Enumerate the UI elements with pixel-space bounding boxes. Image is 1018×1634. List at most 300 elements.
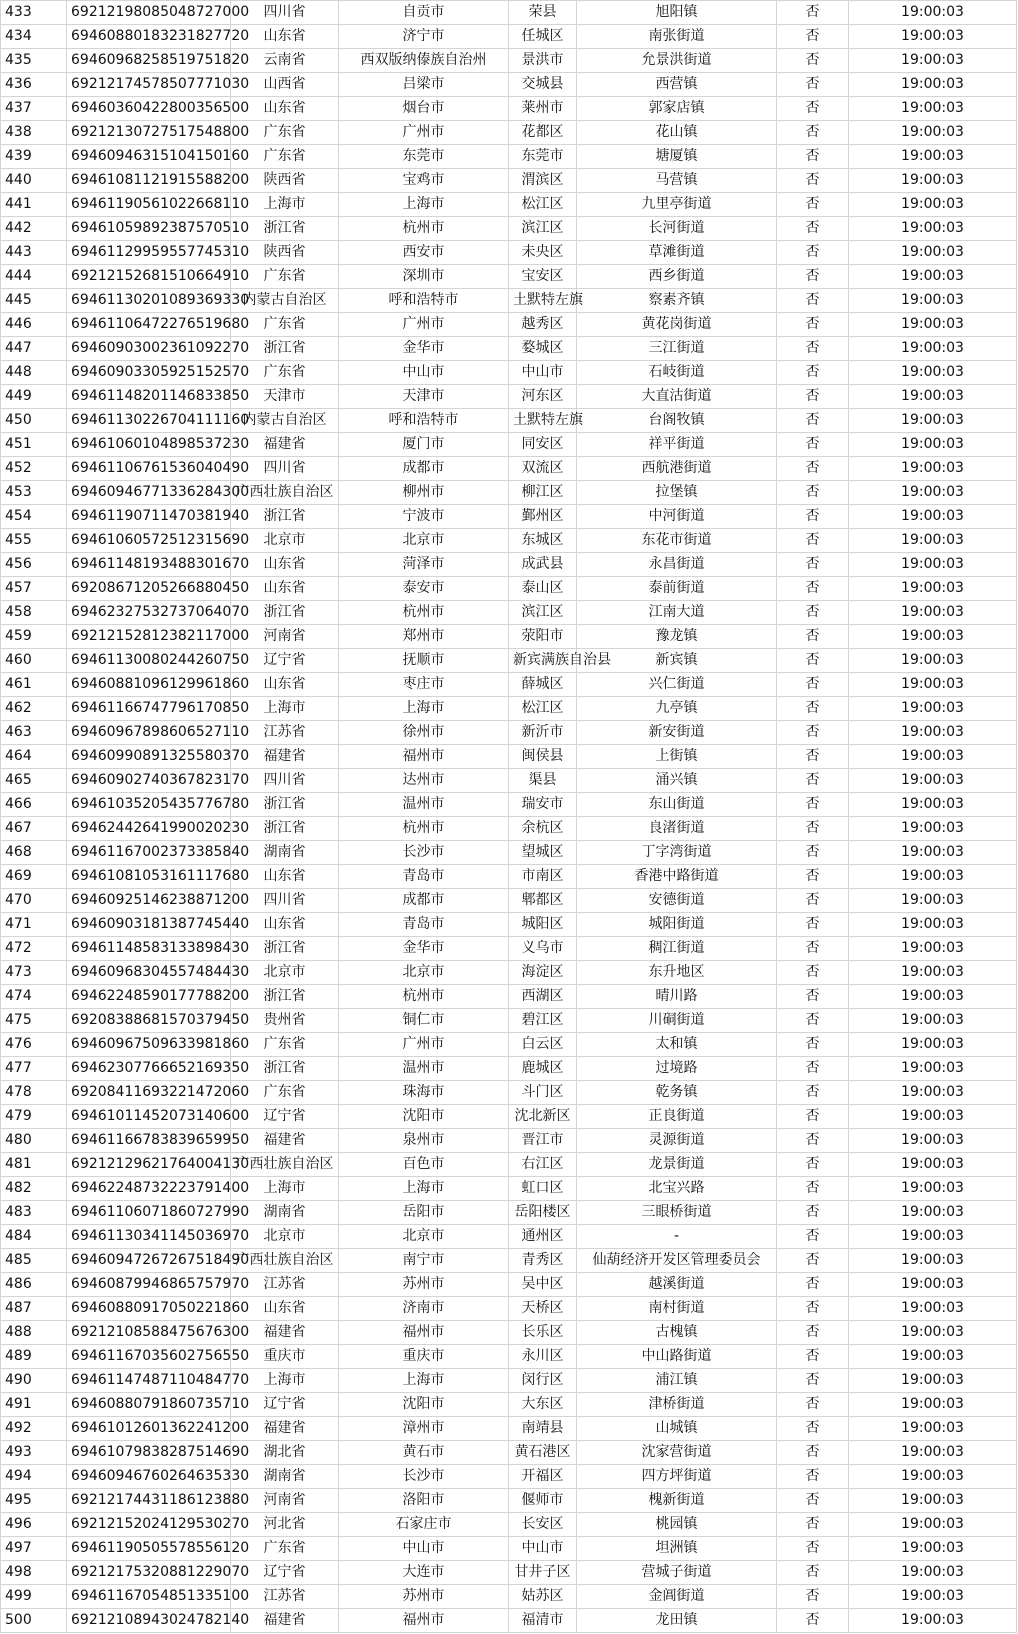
code-cell[interactable]: 69461130226704111160: [67, 409, 231, 433]
city-cell[interactable]: 上海市: [339, 1369, 509, 1393]
district-cell[interactable]: 鄞州区: [509, 505, 577, 529]
street-cell[interactable]: 中河街道: [577, 505, 777, 529]
province-cell[interactable]: 贵州省: [231, 1009, 339, 1033]
city-cell[interactable]: 北京市: [339, 961, 509, 985]
province-cell[interactable]: 福建省: [231, 745, 339, 769]
street-cell[interactable]: 灵源街道: [577, 1129, 777, 1153]
flag-cell[interactable]: 否: [777, 625, 849, 649]
district-cell[interactable]: 闽侯县: [509, 745, 577, 769]
street-cell[interactable]: 涌兴镇: [577, 769, 777, 793]
province-cell[interactable]: 辽宁省: [231, 1561, 339, 1585]
code-cell[interactable]: 69208388681570379450: [67, 1009, 231, 1033]
street-cell[interactable]: 良渚街道: [577, 817, 777, 841]
district-cell[interactable]: 土默特左旗: [509, 409, 577, 433]
code-cell[interactable]: 69461148193488301670: [67, 553, 231, 577]
flag-cell[interactable]: 否: [777, 481, 849, 505]
time-cell[interactable]: 19:00:03: [849, 601, 1017, 625]
flag-cell[interactable]: 否: [777, 721, 849, 745]
time-cell[interactable]: 19:00:03: [849, 1129, 1017, 1153]
district-cell[interactable]: 市南区: [509, 865, 577, 889]
city-cell[interactable]: 漳州市: [339, 1417, 509, 1441]
code-cell[interactable]: 69460946760264635330: [67, 1465, 231, 1489]
code-cell[interactable]: 69212108588475676300: [67, 1321, 231, 1345]
province-cell[interactable]: 山东省: [231, 913, 339, 937]
district-cell[interactable]: 双流区: [509, 457, 577, 481]
row-number-cell[interactable]: 497: [1, 1537, 67, 1561]
time-cell[interactable]: 19:00:03: [849, 985, 1017, 1009]
street-cell[interactable]: 三眼桥街道: [577, 1201, 777, 1225]
street-cell[interactable]: 浦江镇: [577, 1369, 777, 1393]
code-cell[interactable]: 69461106071860727990: [67, 1201, 231, 1225]
district-cell[interactable]: 岳阳楼区: [509, 1201, 577, 1225]
flag-cell[interactable]: 否: [777, 1345, 849, 1369]
row-number-cell[interactable]: 448: [1, 361, 67, 385]
district-cell[interactable]: 花都区: [509, 121, 577, 145]
row-number-cell[interactable]: 480: [1, 1129, 67, 1153]
province-cell[interactable]: 山东省: [231, 577, 339, 601]
city-cell[interactable]: 中山市: [339, 1537, 509, 1561]
code-cell[interactable]: 69212152812382117000: [67, 625, 231, 649]
city-cell[interactable]: 长沙市: [339, 1465, 509, 1489]
street-cell[interactable]: 草滩街道: [577, 241, 777, 265]
flag-cell[interactable]: 否: [777, 649, 849, 673]
code-cell[interactable]: 69460881096129961860: [67, 673, 231, 697]
row-number-cell[interactable]: 474: [1, 985, 67, 1009]
street-cell[interactable]: 东山街道: [577, 793, 777, 817]
row-number-cell[interactable]: 482: [1, 1177, 67, 1201]
flag-cell[interactable]: 否: [777, 961, 849, 985]
province-cell[interactable]: 广东省: [231, 1033, 339, 1057]
row-number-cell[interactable]: 469: [1, 865, 67, 889]
district-cell[interactable]: 松江区: [509, 697, 577, 721]
time-cell[interactable]: 19:00:03: [849, 649, 1017, 673]
row-number-cell[interactable]: 437: [1, 97, 67, 121]
city-cell[interactable]: 福州市: [339, 1321, 509, 1345]
row-number-cell[interactable]: 464: [1, 745, 67, 769]
flag-cell[interactable]: 否: [777, 73, 849, 97]
street-cell[interactable]: 长河街道: [577, 217, 777, 241]
province-cell[interactable]: 湖北省: [231, 1441, 339, 1465]
province-cell[interactable]: 广东省: [231, 313, 339, 337]
province-cell[interactable]: 浙江省: [231, 817, 339, 841]
street-cell[interactable]: 正良街道: [577, 1105, 777, 1129]
flag-cell[interactable]: 否: [777, 97, 849, 121]
time-cell[interactable]: 19:00:03: [849, 1, 1017, 25]
city-cell[interactable]: 济宁市: [339, 25, 509, 49]
row-number-cell[interactable]: 484: [1, 1225, 67, 1249]
city-cell[interactable]: 广州市: [339, 313, 509, 337]
city-cell[interactable]: 呼和浩特市: [339, 409, 509, 433]
flag-cell[interactable]: 否: [777, 1321, 849, 1345]
flag-cell[interactable]: 否: [777, 25, 849, 49]
province-cell[interactable]: 福建省: [231, 433, 339, 457]
district-cell[interactable]: 长安区: [509, 1513, 577, 1537]
district-cell[interactable]: 中山市: [509, 361, 577, 385]
province-cell[interactable]: 广东省: [231, 265, 339, 289]
code-cell[interactable]: 69461079838287514690: [67, 1441, 231, 1465]
time-cell[interactable]: 19:00:03: [849, 145, 1017, 169]
city-cell[interactable]: 西安市: [339, 241, 509, 265]
flag-cell[interactable]: 否: [777, 1609, 849, 1633]
flag-cell[interactable]: 否: [777, 337, 849, 361]
district-cell[interactable]: 宝安区: [509, 265, 577, 289]
code-cell[interactable]: 69461190561022668110: [67, 193, 231, 217]
row-number-cell[interactable]: 435: [1, 49, 67, 73]
flag-cell[interactable]: 否: [777, 1465, 849, 1489]
flag-cell[interactable]: 否: [777, 841, 849, 865]
time-cell[interactable]: 19:00:03: [849, 1057, 1017, 1081]
code-cell[interactable]: 69461190711470381940: [67, 505, 231, 529]
row-number-cell[interactable]: 439: [1, 145, 67, 169]
district-cell[interactable]: 沈北新区: [509, 1105, 577, 1129]
city-cell[interactable]: 金华市: [339, 937, 509, 961]
city-cell[interactable]: 中山市: [339, 361, 509, 385]
street-cell[interactable]: 丁字湾街道: [577, 841, 777, 865]
street-cell[interactable]: 西乡街道: [577, 265, 777, 289]
province-cell[interactable]: 浙江省: [231, 217, 339, 241]
flag-cell[interactable]: 否: [777, 1561, 849, 1585]
province-cell[interactable]: 广东省: [231, 121, 339, 145]
street-cell[interactable]: 晴川路: [577, 985, 777, 1009]
flag-cell[interactable]: 否: [777, 889, 849, 913]
city-cell[interactable]: 北京市: [339, 529, 509, 553]
street-cell[interactable]: 西航港街道: [577, 457, 777, 481]
flag-cell[interactable]: 否: [777, 1177, 849, 1201]
time-cell[interactable]: 19:00:03: [849, 1321, 1017, 1345]
district-cell[interactable]: 滨江区: [509, 217, 577, 241]
flag-cell[interactable]: 否: [777, 433, 849, 457]
flag-cell[interactable]: 否: [777, 217, 849, 241]
flag-cell[interactable]: 否: [777, 577, 849, 601]
code-cell[interactable]: 69461147487110484770: [67, 1369, 231, 1393]
street-cell[interactable]: 豫龙镇: [577, 625, 777, 649]
flag-cell[interactable]: 否: [777, 1009, 849, 1033]
district-cell[interactable]: 天桥区: [509, 1297, 577, 1321]
time-cell[interactable]: 19:00:03: [849, 529, 1017, 553]
district-cell[interactable]: 永川区: [509, 1345, 577, 1369]
time-cell[interactable]: 19:00:03: [849, 313, 1017, 337]
row-number-cell[interactable]: 445: [1, 289, 67, 313]
time-cell[interactable]: 19:00:03: [849, 1009, 1017, 1033]
district-cell[interactable]: 吴中区: [509, 1273, 577, 1297]
street-cell[interactable]: 台阁牧镇: [577, 409, 777, 433]
district-cell[interactable]: 交城县: [509, 73, 577, 97]
province-cell[interactable]: 江苏省: [231, 721, 339, 745]
street-cell[interactable]: 江南大道: [577, 601, 777, 625]
row-number-cell[interactable]: 473: [1, 961, 67, 985]
time-cell[interactable]: 19:00:03: [849, 1369, 1017, 1393]
code-cell[interactable]: 69461035205435776780: [67, 793, 231, 817]
city-cell[interactable]: 苏州市: [339, 1585, 509, 1609]
province-cell[interactable]: 北京市: [231, 529, 339, 553]
code-cell[interactable]: 69460967898606527110: [67, 721, 231, 745]
flag-cell[interactable]: 否: [777, 817, 849, 841]
time-cell[interactable]: 19:00:03: [849, 745, 1017, 769]
time-cell[interactable]: 19:00:03: [849, 1273, 1017, 1297]
code-cell[interactable]: 69461059892387570510: [67, 217, 231, 241]
district-cell[interactable]: 偃师市: [509, 1489, 577, 1513]
flag-cell[interactable]: 否: [777, 505, 849, 529]
row-number-cell[interactable]: 472: [1, 937, 67, 961]
district-cell[interactable]: 南靖县: [509, 1417, 577, 1441]
row-number-cell[interactable]: 456: [1, 553, 67, 577]
code-cell[interactable]: 69461166747796170850: [67, 697, 231, 721]
district-cell[interactable]: 义乌市: [509, 937, 577, 961]
row-number-cell[interactable]: 489: [1, 1345, 67, 1369]
street-cell[interactable]: 沈家营街道: [577, 1441, 777, 1465]
province-cell[interactable]: 重庆市: [231, 1345, 339, 1369]
province-cell[interactable]: 江苏省: [231, 1273, 339, 1297]
row-number-cell[interactable]: 487: [1, 1297, 67, 1321]
time-cell[interactable]: 19:00:03: [849, 1225, 1017, 1249]
city-cell[interactable]: 珠海市: [339, 1081, 509, 1105]
code-cell[interactable]: 69462442641990020230: [67, 817, 231, 841]
row-number-cell[interactable]: 492: [1, 1417, 67, 1441]
district-cell[interactable]: 东莞市: [509, 145, 577, 169]
row-number-cell[interactable]: 477: [1, 1057, 67, 1081]
flag-cell[interactable]: 否: [777, 1489, 849, 1513]
province-cell[interactable]: 内蒙古自治区: [231, 409, 339, 433]
province-cell[interactable]: 福建省: [231, 1609, 339, 1633]
city-cell[interactable]: 杭州市: [339, 601, 509, 625]
row-number-cell[interactable]: 461: [1, 673, 67, 697]
district-cell[interactable]: 婺城区: [509, 337, 577, 361]
district-cell[interactable]: 白云区: [509, 1033, 577, 1057]
row-number-cell[interactable]: 475: [1, 1009, 67, 1033]
street-cell[interactable]: 城阳街道: [577, 913, 777, 937]
street-cell[interactable]: 龙田镇: [577, 1609, 777, 1633]
row-number-cell[interactable]: 471: [1, 913, 67, 937]
flag-cell[interactable]: 否: [777, 169, 849, 193]
row-number-cell[interactable]: 486: [1, 1273, 67, 1297]
city-cell[interactable]: 成都市: [339, 457, 509, 481]
street-cell[interactable]: 香港中路街道: [577, 865, 777, 889]
row-number-cell[interactable]: 468: [1, 841, 67, 865]
row-number-cell[interactable]: 446: [1, 313, 67, 337]
row-number-cell[interactable]: 494: [1, 1465, 67, 1489]
row-number-cell[interactable]: 485: [1, 1249, 67, 1273]
city-cell[interactable]: 洛阳市: [339, 1489, 509, 1513]
province-cell[interactable]: 四川省: [231, 1, 339, 25]
province-cell[interactable]: 广西壮族自治区: [231, 1153, 339, 1177]
row-number-cell[interactable]: 436: [1, 73, 67, 97]
province-cell[interactable]: 福建省: [231, 1129, 339, 1153]
time-cell[interactable]: 19:00:03: [849, 289, 1017, 313]
time-cell[interactable]: 19:00:03: [849, 1081, 1017, 1105]
province-cell[interactable]: 辽宁省: [231, 649, 339, 673]
street-cell[interactable]: 营城子街道: [577, 1561, 777, 1585]
city-cell[interactable]: 青岛市: [339, 913, 509, 937]
street-cell[interactable]: 郭家店镇: [577, 97, 777, 121]
time-cell[interactable]: 19:00:03: [849, 433, 1017, 457]
city-cell[interactable]: 深圳市: [339, 265, 509, 289]
street-cell[interactable]: 九亭镇: [577, 697, 777, 721]
district-cell[interactable]: 同安区: [509, 433, 577, 457]
street-cell[interactable]: 南张街道: [577, 25, 777, 49]
city-cell[interactable]: 泰安市: [339, 577, 509, 601]
city-cell[interactable]: 金华市: [339, 337, 509, 361]
flag-cell[interactable]: 否: [777, 793, 849, 817]
row-number-cell[interactable]: 499: [1, 1585, 67, 1609]
district-cell[interactable]: 未央区: [509, 241, 577, 265]
time-cell[interactable]: 19:00:03: [849, 409, 1017, 433]
street-cell[interactable]: 上街镇: [577, 745, 777, 769]
time-cell[interactable]: 19:00:03: [849, 817, 1017, 841]
province-cell[interactable]: 浙江省: [231, 985, 339, 1009]
code-cell[interactable]: 69461148201146833850: [67, 385, 231, 409]
code-cell[interactable]: 69460947267267518490: [67, 1249, 231, 1273]
province-cell[interactable]: 辽宁省: [231, 1393, 339, 1417]
flag-cell[interactable]: 否: [777, 1, 849, 25]
street-cell[interactable]: 北宝兴路: [577, 1177, 777, 1201]
city-cell[interactable]: 呼和浩特市: [339, 289, 509, 313]
district-cell[interactable]: 柳江区: [509, 481, 577, 505]
street-cell[interactable]: 新宾镇: [577, 649, 777, 673]
code-cell[interactable]: 69460968258519751820: [67, 49, 231, 73]
city-cell[interactable]: 枣庄市: [339, 673, 509, 697]
flag-cell[interactable]: 否: [777, 1393, 849, 1417]
flag-cell[interactable]: 否: [777, 1513, 849, 1537]
flag-cell[interactable]: 否: [777, 1297, 849, 1321]
row-number-cell[interactable]: 466: [1, 793, 67, 817]
code-cell[interactable]: 69460903181387745440: [67, 913, 231, 937]
street-cell[interactable]: 允景洪街道: [577, 49, 777, 73]
code-cell[interactable]: 69212108943024782140: [67, 1609, 231, 1633]
row-number-cell[interactable]: 451: [1, 433, 67, 457]
row-number-cell[interactable]: 496: [1, 1513, 67, 1537]
province-cell[interactable]: 福建省: [231, 1321, 339, 1345]
city-cell[interactable]: 南宁市: [339, 1249, 509, 1273]
code-cell[interactable]: 69460903002361092270: [67, 337, 231, 361]
street-cell[interactable]: 安德街道: [577, 889, 777, 913]
flag-cell[interactable]: 否: [777, 313, 849, 337]
code-cell[interactable]: 69460967509633981860: [67, 1033, 231, 1057]
time-cell[interactable]: 19:00:03: [849, 961, 1017, 985]
row-number-cell[interactable]: 479: [1, 1105, 67, 1129]
province-cell[interactable]: 内蒙古自治区: [231, 289, 339, 313]
time-cell[interactable]: 19:00:03: [849, 1393, 1017, 1417]
district-cell[interactable]: 开福区: [509, 1465, 577, 1489]
code-cell[interactable]: 69462327532737064070: [67, 601, 231, 625]
street-cell[interactable]: 槐新街道: [577, 1489, 777, 1513]
code-cell[interactable]: 69461106761536040490: [67, 457, 231, 481]
code-cell[interactable]: 69460990891325580370: [67, 745, 231, 769]
flag-cell[interactable]: 否: [777, 145, 849, 169]
street-cell[interactable]: 乾务镇: [577, 1081, 777, 1105]
district-cell[interactable]: 黄石港区: [509, 1441, 577, 1465]
flag-cell[interactable]: 否: [777, 769, 849, 793]
city-cell[interactable]: 厦门市: [339, 433, 509, 457]
code-cell[interactable]: 69212130727517548800: [67, 121, 231, 145]
district-cell[interactable]: 任城区: [509, 25, 577, 49]
code-cell[interactable]: 69461106472276519680: [67, 313, 231, 337]
flag-cell[interactable]: 否: [777, 1033, 849, 1057]
district-cell[interactable]: 甘井子区: [509, 1561, 577, 1585]
time-cell[interactable]: 19:00:03: [849, 1441, 1017, 1465]
row-number-cell[interactable]: 433: [1, 1, 67, 25]
street-cell[interactable]: 新安街道: [577, 721, 777, 745]
street-cell[interactable]: 津桥街道: [577, 1393, 777, 1417]
province-cell[interactable]: 湖南省: [231, 841, 339, 865]
flag-cell[interactable]: 否: [777, 1105, 849, 1129]
district-cell[interactable]: 东城区: [509, 529, 577, 553]
row-number-cell[interactable]: 462: [1, 697, 67, 721]
flag-cell[interactable]: 否: [777, 361, 849, 385]
row-number-cell[interactable]: 490: [1, 1369, 67, 1393]
district-cell[interactable]: 虹口区: [509, 1177, 577, 1201]
province-cell[interactable]: 辽宁省: [231, 1105, 339, 1129]
district-cell[interactable]: 成武县: [509, 553, 577, 577]
flag-cell[interactable]: 否: [777, 457, 849, 481]
street-cell[interactable]: -: [577, 1225, 777, 1249]
time-cell[interactable]: 19:00:03: [849, 1465, 1017, 1489]
time-cell[interactable]: 19:00:03: [849, 1201, 1017, 1225]
province-cell[interactable]: 广东省: [231, 1537, 339, 1561]
district-cell[interactable]: 望城区: [509, 841, 577, 865]
time-cell[interactable]: 19:00:03: [849, 385, 1017, 409]
row-number-cell[interactable]: 442: [1, 217, 67, 241]
time-cell[interactable]: 19:00:03: [849, 1609, 1017, 1633]
code-cell[interactable]: 69461167002373385840: [67, 841, 231, 865]
row-number-cell[interactable]: 463: [1, 721, 67, 745]
code-cell[interactable]: 69460880183231827720: [67, 25, 231, 49]
district-cell[interactable]: 薛城区: [509, 673, 577, 697]
street-cell[interactable]: 古槐镇: [577, 1321, 777, 1345]
city-cell[interactable]: 黄石市: [339, 1441, 509, 1465]
province-cell[interactable]: 浙江省: [231, 337, 339, 361]
street-cell[interactable]: 三江街道: [577, 337, 777, 361]
row-number-cell[interactable]: 458: [1, 601, 67, 625]
time-cell[interactable]: 19:00:03: [849, 865, 1017, 889]
flag-cell[interactable]: 否: [777, 265, 849, 289]
row-number-cell[interactable]: 455: [1, 529, 67, 553]
time-cell[interactable]: 19:00:03: [849, 1537, 1017, 1561]
province-cell[interactable]: 上海市: [231, 193, 339, 217]
flag-cell[interactable]: 否: [777, 121, 849, 145]
code-cell[interactable]: 69462248732223791400: [67, 1177, 231, 1201]
row-number-cell[interactable]: 443: [1, 241, 67, 265]
row-number-cell[interactable]: 493: [1, 1441, 67, 1465]
time-cell[interactable]: 19:00:03: [849, 457, 1017, 481]
row-number-cell[interactable]: 440: [1, 169, 67, 193]
street-cell[interactable]: 旭阳镇: [577, 1, 777, 25]
time-cell[interactable]: 19:00:03: [849, 769, 1017, 793]
time-cell[interactable]: 19:00:03: [849, 169, 1017, 193]
district-cell[interactable]: 右江区: [509, 1153, 577, 1177]
city-cell[interactable]: 济南市: [339, 1297, 509, 1321]
street-cell[interactable]: 马营镇: [577, 169, 777, 193]
street-cell[interactable]: 龙景街道: [577, 1153, 777, 1177]
row-number-cell[interactable]: 500: [1, 1609, 67, 1633]
code-cell[interactable]: 69460946771336284300: [67, 481, 231, 505]
district-cell[interactable]: 泰山区: [509, 577, 577, 601]
province-cell[interactable]: 湖南省: [231, 1465, 339, 1489]
province-cell[interactable]: 浙江省: [231, 937, 339, 961]
row-number-cell[interactable]: 467: [1, 817, 67, 841]
time-cell[interactable]: 19:00:03: [849, 1297, 1017, 1321]
row-number-cell[interactable]: 483: [1, 1201, 67, 1225]
district-cell[interactable]: 碧江区: [509, 1009, 577, 1033]
row-number-cell[interactable]: 441: [1, 193, 67, 217]
district-cell[interactable]: 西湖区: [509, 985, 577, 1009]
flag-cell[interactable]: 否: [777, 601, 849, 625]
street-cell[interactable]: 四方坪街道: [577, 1465, 777, 1489]
street-cell[interactable]: 南村街道: [577, 1297, 777, 1321]
street-cell[interactable]: 拉堡镇: [577, 481, 777, 505]
row-number-cell[interactable]: 481: [1, 1153, 67, 1177]
code-cell[interactable]: 69461130341145036970: [67, 1225, 231, 1249]
district-cell[interactable]: 荣县: [509, 1, 577, 25]
